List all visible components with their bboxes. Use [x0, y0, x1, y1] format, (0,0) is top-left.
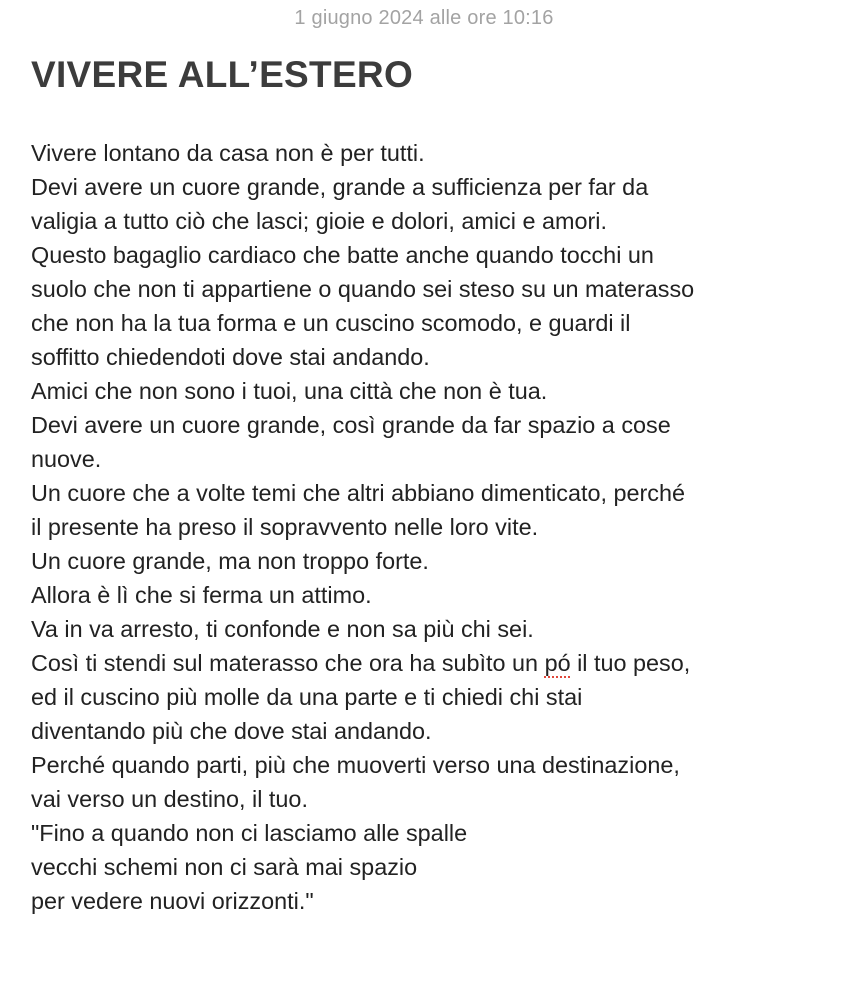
- note-line: Un cuore grande, ma non troppo forte.: [31, 548, 429, 574]
- note-line: soffitto chiedendoti dove stai andando.: [31, 344, 430, 370]
- note-line: Va in va arresto, ti confonde e non sa più chi sei.: [31, 616, 534, 642]
- note-line: vai verso un destino, il tuo.: [31, 786, 308, 812]
- note-line: che non ha la tua forma e un cuscino scomodo, e guardi il: [31, 310, 631, 336]
- note-line: Allora è lì che si ferma un attimo.: [31, 582, 372, 608]
- line-segment: il tuo peso,: [570, 650, 691, 676]
- note-line: il presente ha preso il sopravvento nelle loro vite.: [31, 514, 539, 540]
- note-line: Vivere lontano da casa non è per tutti.: [31, 140, 425, 166]
- note-line: Devi avere un cuore grande, così grande da far spazio a cose: [31, 412, 671, 438]
- line-segment: Così ti stendi sul materasso che ora ha subìto un: [31, 650, 545, 676]
- note-line: Questo bagaglio cardiaco che batte anche quando tocchi un: [31, 242, 654, 268]
- note-line: Un cuore che a volte temi che altri abbiano dimenticato, perché: [31, 480, 686, 506]
- misspelled-word[interactable]: pó: [544, 650, 571, 676]
- note-title[interactable]: VIVERE ALL’ESTERO: [31, 54, 414, 95]
- note-timestamp: 1 giugno 2024 alle ore 10:16: [294, 7, 554, 29]
- note-line: Amici che non sono i tuoi, una città che non è tua.: [31, 378, 548, 404]
- note-line: suolo che non ti appartiene o quando sei steso su un materasso: [31, 276, 695, 302]
- note-line: per vedere nuovi orizzonti.": [31, 888, 314, 914]
- note-line: ed il cuscino più molle da una parte e ti chiedi chi stai: [31, 684, 583, 710]
- note-line: "Fino a quando non ci lasciamo alle spalle: [31, 820, 468, 846]
- note-line-with-spelling-mark: [31, 646, 831, 680]
- note-line: vecchi schemi non ci sarà mai spazio: [31, 854, 418, 880]
- note-line: valigia a tutto ciò che lasci; gioie e dolori, amici e amori.: [31, 208, 607, 234]
- note-line: Devi avere un cuore grande, grande a sufficienza per far da: [31, 174, 649, 200]
- note-line: nuove.: [31, 446, 102, 472]
- note-line: Perché quando parti, più che muoverti verso una destinazione,: [31, 752, 680, 778]
- note-body[interactable]: [31, 136, 831, 918]
- note-line: diventando più che dove stai andando.: [31, 718, 432, 744]
